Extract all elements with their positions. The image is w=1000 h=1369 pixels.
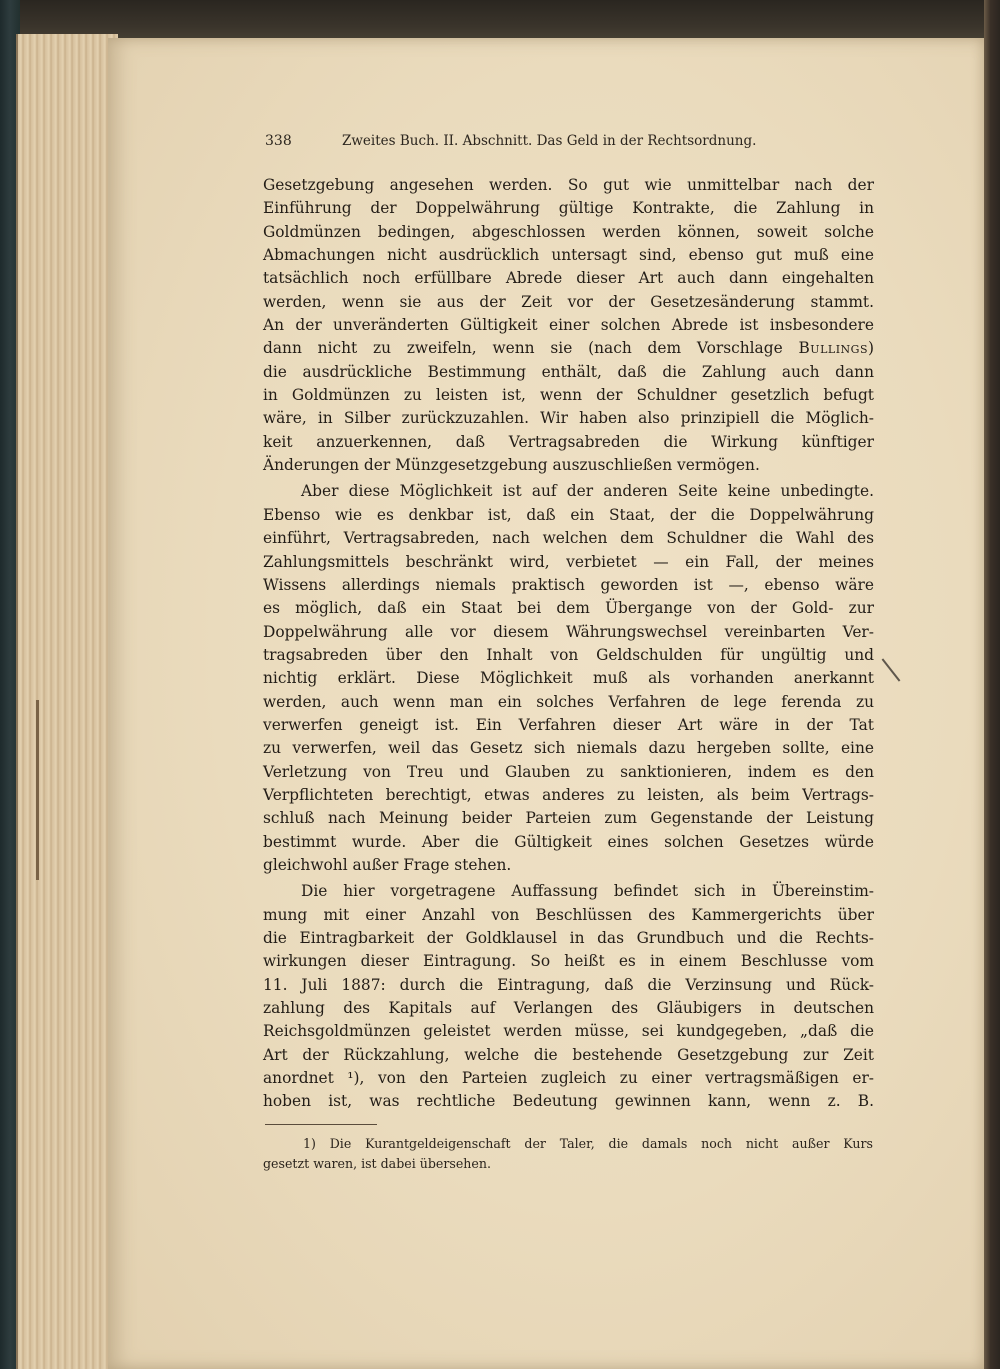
text-line: wirkungen dieser Eintragung. So heißt es in einem Beschlusse vom xyxy=(263,952,874,971)
page-number: 338 xyxy=(265,133,292,149)
text-line: einführt, Vertragsabreden, nach welchen dem Schuldner die Wahl des xyxy=(263,529,874,548)
paragraph-3 xyxy=(263,880,874,1113)
paragraph-1 xyxy=(263,174,874,477)
text-line: Verpflichteten berechtigt, etwas anderes zu leisten, als beim Vertrags- xyxy=(263,785,874,804)
text-line: Doppelwährung alle vor diesem Währungswechsel vereinbarten Ver- xyxy=(263,622,874,641)
text-line: Verletzung von Treu und Glauben zu sanktionieren, indem es den xyxy=(263,762,874,781)
footnote xyxy=(263,1134,873,1174)
text-line: tatsächlich noch erfüllbare Abrede dieser Art auch dann eingehalten xyxy=(263,269,874,288)
text-line: Einführung der Doppelwährung gültige Kontrakte, die Zahlung in xyxy=(263,199,874,218)
text-line: verwerfen geneigt ist. Ein Verfahren dieser Art wäre in der Tat xyxy=(263,715,874,734)
text-line: Wissens allerdings niemals praktisch geworden ist —, ebenso wäre xyxy=(263,575,874,594)
page-edges xyxy=(16,34,118,1369)
text-line: die Eintragbarkeit der Goldklausel in das Grundbuch und die Rechts- xyxy=(263,929,874,947)
text-line: gleichwohl außer Frage stehen. xyxy=(263,855,512,874)
running-title: Zweites Buch. II. Abschnitt. Das Geld in der Rechtsordnung. xyxy=(342,133,757,149)
text-line: nichtig erklärt. Diese Möglichkeit muß als vorhanden anerkannt xyxy=(263,669,874,688)
text-line: dann nicht zu zweifeln, wenn sie (nach dem Vorschlage Bullings) xyxy=(263,339,874,358)
text-line: zahlung des Kapitals auf Verlangen des Gläubigers in deutschen xyxy=(263,999,874,1018)
text-line: Die hier vorgetragene Auffassung befindet sich in Übereinstim- xyxy=(301,882,874,901)
page-edge-shadow xyxy=(36,700,39,880)
text-line: Aber diese Möglichkeit ist auf der anderen Seite keine unbedingte. xyxy=(301,482,874,501)
text-line: Art der Rückzahlung, welche die bestehende Gesetzgebung zur Zeit xyxy=(263,1045,874,1064)
text-line: Ebenso wie es denkbar ist, daß ein Staat, der die Doppelwährung xyxy=(263,505,874,524)
footnote-line: 1) Die Kurantgeldeigenschaft der Taler, die damals noch nicht außer Kurs xyxy=(303,1136,873,1151)
text-line: anordnet ¹), von den Parteien zugleich zu einer vertragsmäßigen er- xyxy=(263,1069,874,1088)
book-binding-right xyxy=(984,0,1000,1369)
running-header xyxy=(265,133,873,157)
text-line: Reichsgoldmünzen geleistet werden müsse, sei kundgegeben, „daß die xyxy=(263,1022,874,1041)
text-line: werden, wenn sie aus der Zeit vor der Gesetzesänderung stammt. xyxy=(263,292,874,311)
text-line: An der unveränderten Gültigkeit einer solchen Abrede ist insbesondere xyxy=(263,316,874,335)
text-line: es möglich, daß ein Staat bei dem Übergange von der Gold- zur xyxy=(263,599,874,618)
paragraph-2 xyxy=(263,480,874,877)
footnote-line: gesetzt waren, ist dabei übersehen. xyxy=(263,1156,491,1171)
text-line: bestimmt wurde. Aber die Gültigkeit eines solchen Gesetzes würde xyxy=(263,832,874,851)
text-line: mung mit einer Anzahl von Beschlüssen des Kammergerichts über xyxy=(263,905,874,924)
text-line: tragsabreden über den Inhalt von Geldschulden für ungültig und xyxy=(263,645,874,664)
text-line: Gesetzgebung angesehen werden. So gut wie unmittelbar nach der xyxy=(263,176,874,194)
text-line: schluß nach Meinung beider Parteien zum Gegenstande der Leistung xyxy=(263,809,874,828)
text-line: die ausdrückliche Bestimmung enthält, daß die Zahlung auch dann xyxy=(263,362,874,381)
text-line: hoben ist, was rechtliche Bedeutung gewinnen kann, wenn z. B. xyxy=(263,1092,874,1111)
body-text xyxy=(263,174,874,1114)
footnote-rule xyxy=(265,1124,377,1125)
text-line: Zahlungsmittels beschränkt wird, verbietet — ein Fall, der meines xyxy=(263,552,874,571)
text-line: keit anzuerkennen, daß Vertragsabreden die Wirkung künftiger xyxy=(263,432,874,451)
text-line: Abmachungen nicht ausdrücklich untersagt sind, ebenso gut muß eine xyxy=(263,246,874,265)
author-name-smallcaps: Bullings xyxy=(798,339,868,358)
text-line: werden, auch wenn man ein solches Verfahren de lege ferenda zu xyxy=(263,692,874,711)
text-line: Änderungen der Münzgesetzgebung auszuschließen vermögen. xyxy=(263,456,760,475)
text-line: zu verwerfen, weil das Gesetz sich niemals dazu hergeben sollte, eine xyxy=(263,739,874,758)
text-line: Goldmünzen bedingen, abgeschlossen werden können, soweit solche xyxy=(263,222,874,241)
text-line: in Goldmünzen zu leisten ist, wenn der Schuldner gesetzlich befugt xyxy=(263,386,874,405)
text-line: wäre, in Silber zurückzuzahlen. Wir haben also prinzipiell die Möglich- xyxy=(263,409,874,428)
text-line: 11. Juli 1887: durch die Eintragung, daß die Verzinsung und Rück- xyxy=(263,975,874,994)
